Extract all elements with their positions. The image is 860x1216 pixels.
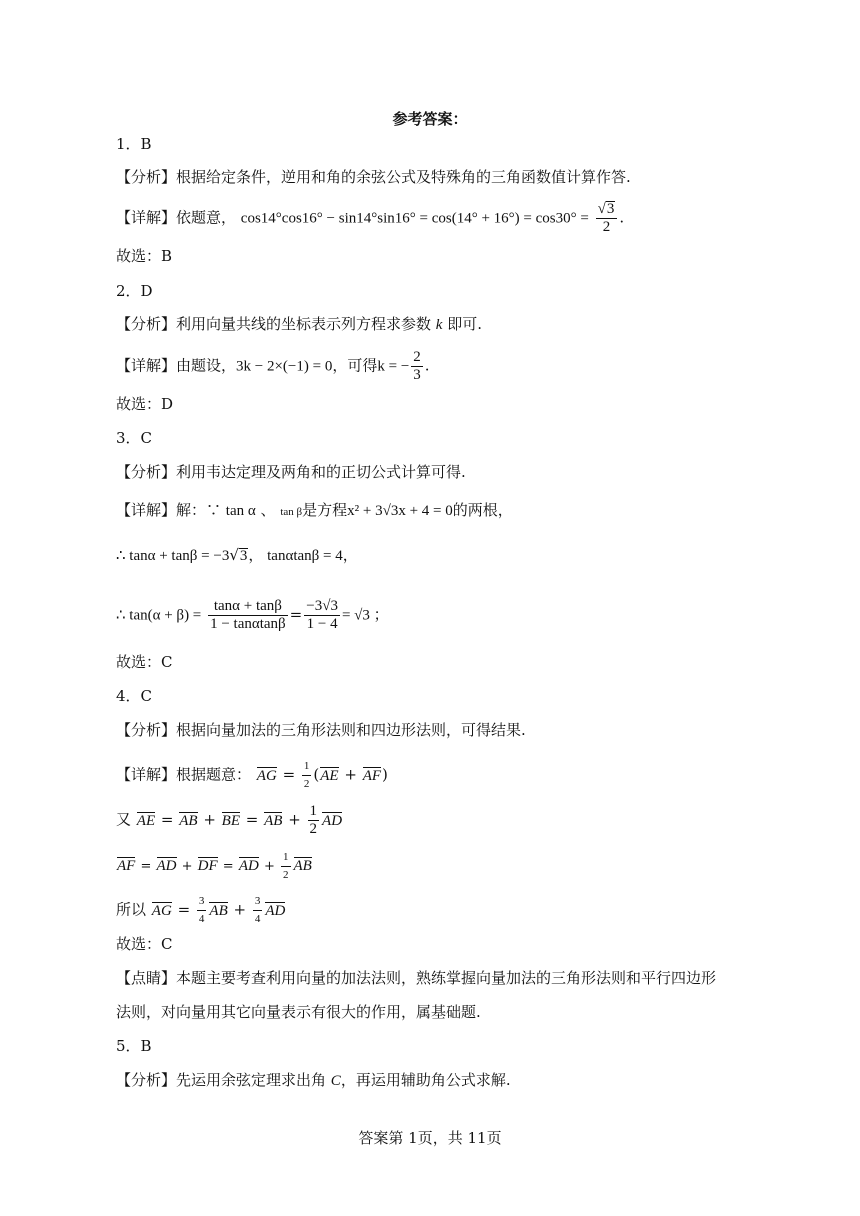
q1-fraction: $\frac{√3}{2}$ [596,201,618,236]
q1-number: 1．B [116,135,152,153]
q2-analysis [116,314,482,335]
q2-mid: ，可得 [332,356,378,375]
page-footer: 答案第 1页，共 11页 [358,1129,502,1147]
q3-choice: 故选：C [116,653,173,671]
q3-line3: ∴ tan(α + β) = $\frac{\tan\alpha + \tan\beta}{1 - \tan\alpha\tan\beta}$ = $\frac{-3√3}{1 - 4}$ = √3 ； [116,598,389,632]
q4-half-frac-3: $\frac{1}{2}$ [283,851,289,881]
q1-frac-num: 3 [606,201,615,217]
q2-analysis-var: k [435,317,443,333]
q3-tan-alpha: tan α [225,503,256,519]
q4-vec-be: BE [221,812,240,829]
q3-line2-c: ， tanαtanβ = 4， [248,548,358,564]
q2-frac-num: 2 [413,349,421,365]
q1-detail-prefix: 【详解】依题意， [116,208,237,227]
q2-number: 2．D [116,282,153,300]
q4-vec-ab-4: AB [209,902,228,919]
q4-vec-ag-2: AG [151,902,172,919]
q4-vec-af: AF [362,767,382,784]
q4-vec-ag: AG [256,767,277,784]
q4-line-af: AF = AD + DF = AD + $\frac{1}{2}$ AB [116,849,313,884]
q5-analysis-b: ，再运用辅助角公式求解. [340,1071,511,1089]
q3-sep: 、 [260,501,276,519]
q4-vec-af-2: AF [117,858,136,874]
q2-fraction [411,349,423,384]
q4-quarter-frac-2: $\frac{3}{4}$ [254,895,261,925]
q4-vec-ab-2: AB [264,812,283,829]
q5-analysis-var: C [330,1073,341,1089]
q5-analysis-a: 【分析】先运用余弦定理求出角 [116,1071,327,1089]
q4-comment-b: 法则，对向量用其它向量表示有很大的作用，属基础题. [116,1003,481,1021]
q4-vec-ad-3: AD [238,858,259,874]
q2-analysis-b: 即可. [442,315,483,333]
q1-detail: 【详解】依题意， cos14°cos16° − sin14°sin16° = cos(14° + 16°) = cos30° = $\frac{√3}{2}$ . [116,201,625,235]
q3-equation: x² + 3√3x + 4 = 0 [347,503,453,519]
q4-detail-prefix: 【详解】根据题意： [116,765,252,784]
q2-equation: 3k − 2×(−1) = 0 [236,358,333,375]
q4-you: 又 [116,810,132,829]
q3-fraction-2 [304,598,340,633]
page-title: 参考答案： [392,110,468,128]
q4-number: 4．C [116,687,153,705]
q4-vec-ae-2: AE [136,812,156,829]
q3-detail [116,500,513,522]
q2-analysis-a: 【分析】利用向量共线的坐标表示列方程求参数 [116,315,432,333]
q3-line2-b: 3 [239,548,248,564]
q1-formula: cos14°cos16° − sin14°sin16° = cos(14° + 16°) = cos30° = [240,210,589,227]
q4-vec-ae: AE [320,767,339,784]
q3-f1-den: 1 − tanαtanβ [210,616,286,632]
q3-analysis: 【分析】利用韦达定理及两角和的正切公式计算可得. [116,463,466,481]
q1-analysis: 【分析】根据给定条件，逆用和角的余弦公式及特殊角的三角函数值计算作答. [116,168,631,186]
q4-line-result: 所以 AG = $\frac{3}{4}$ AB + $\frac{3}{4}$ AD [116,893,286,928]
q4-vec-ad-4: AD [265,902,286,919]
q4-analysis: 【分析】根据向量加法的三角形法则和四边形法则，可得结果. [116,721,526,739]
q3-f1-num: tanα + tanβ [208,598,288,616]
q4-quarter-frac: $\frac{3}{4}$ [198,895,205,925]
q4-half-frac: $\frac{1}{2}$ [303,760,310,790]
q4-vec-ad: AD [322,812,343,829]
q1-frac-den: 2 [602,219,611,235]
q2-detail-prefix: 【详解】由题设， [116,356,237,375]
q2-detail: 【详解】由题设，3k − 2×(−1) = 0，可得k = − $\frac{2}{3}$ . [116,349,430,383]
q4-vec-ab: AB [179,812,198,829]
q3-line2-a: ∴ tanα + tanβ = −3 [116,548,230,564]
q3-is: 是方程 [302,501,348,519]
q3-tan-beta: tan β [280,506,303,518]
q3-number: 3．C [116,429,153,447]
q5-analysis [116,1070,511,1091]
q3-line3-rhs: = √3 ； [341,607,389,624]
q3-detail-prefix: 【详解】解：∵ [116,501,222,519]
q3-f2-den: 1 − 4 [306,616,338,632]
q4-comment-a: 【点睛】本题主要考查利用向量的加法法则，熟练掌握向量加法的三角形法则和平行四边形 [116,969,717,987]
q4-line-ae: 又 AE = AB + BE = AB + $\frac{1}{2}$ AD [116,803,343,837]
q2-choice: 故选：D [116,395,174,413]
q2-frac-den: 3 [413,367,421,383]
q5-number: 5．B [116,1037,152,1055]
q4-vec-ad-2: AD [156,858,177,874]
q3-line2: ∴ tanα + tanβ = −3√3， tanαtanβ = 4， [116,546,358,564]
q4-vec-df: DF [197,858,218,874]
q3-line3-lhs: ∴ tan(α + β) = [116,607,202,624]
q3-fraction-1 [208,598,288,633]
q4-detail: 【详解】根据题意： AG = $\frac{1}{2}$ (AE + AF) [116,758,388,793]
q3-roots: 的两根， [452,501,513,519]
q4-half-frac-2: $\frac{1}{2}$ [309,803,318,837]
q3-f2-num: −3√3 [306,598,338,614]
q4-suoyi: 所以 [116,900,147,919]
q1-choice: 故选：B [116,247,173,265]
q4-choice: 故选：C [116,935,173,953]
q2-result: k = − [377,358,410,375]
q4-vec-ab-3: AB [293,858,312,874]
